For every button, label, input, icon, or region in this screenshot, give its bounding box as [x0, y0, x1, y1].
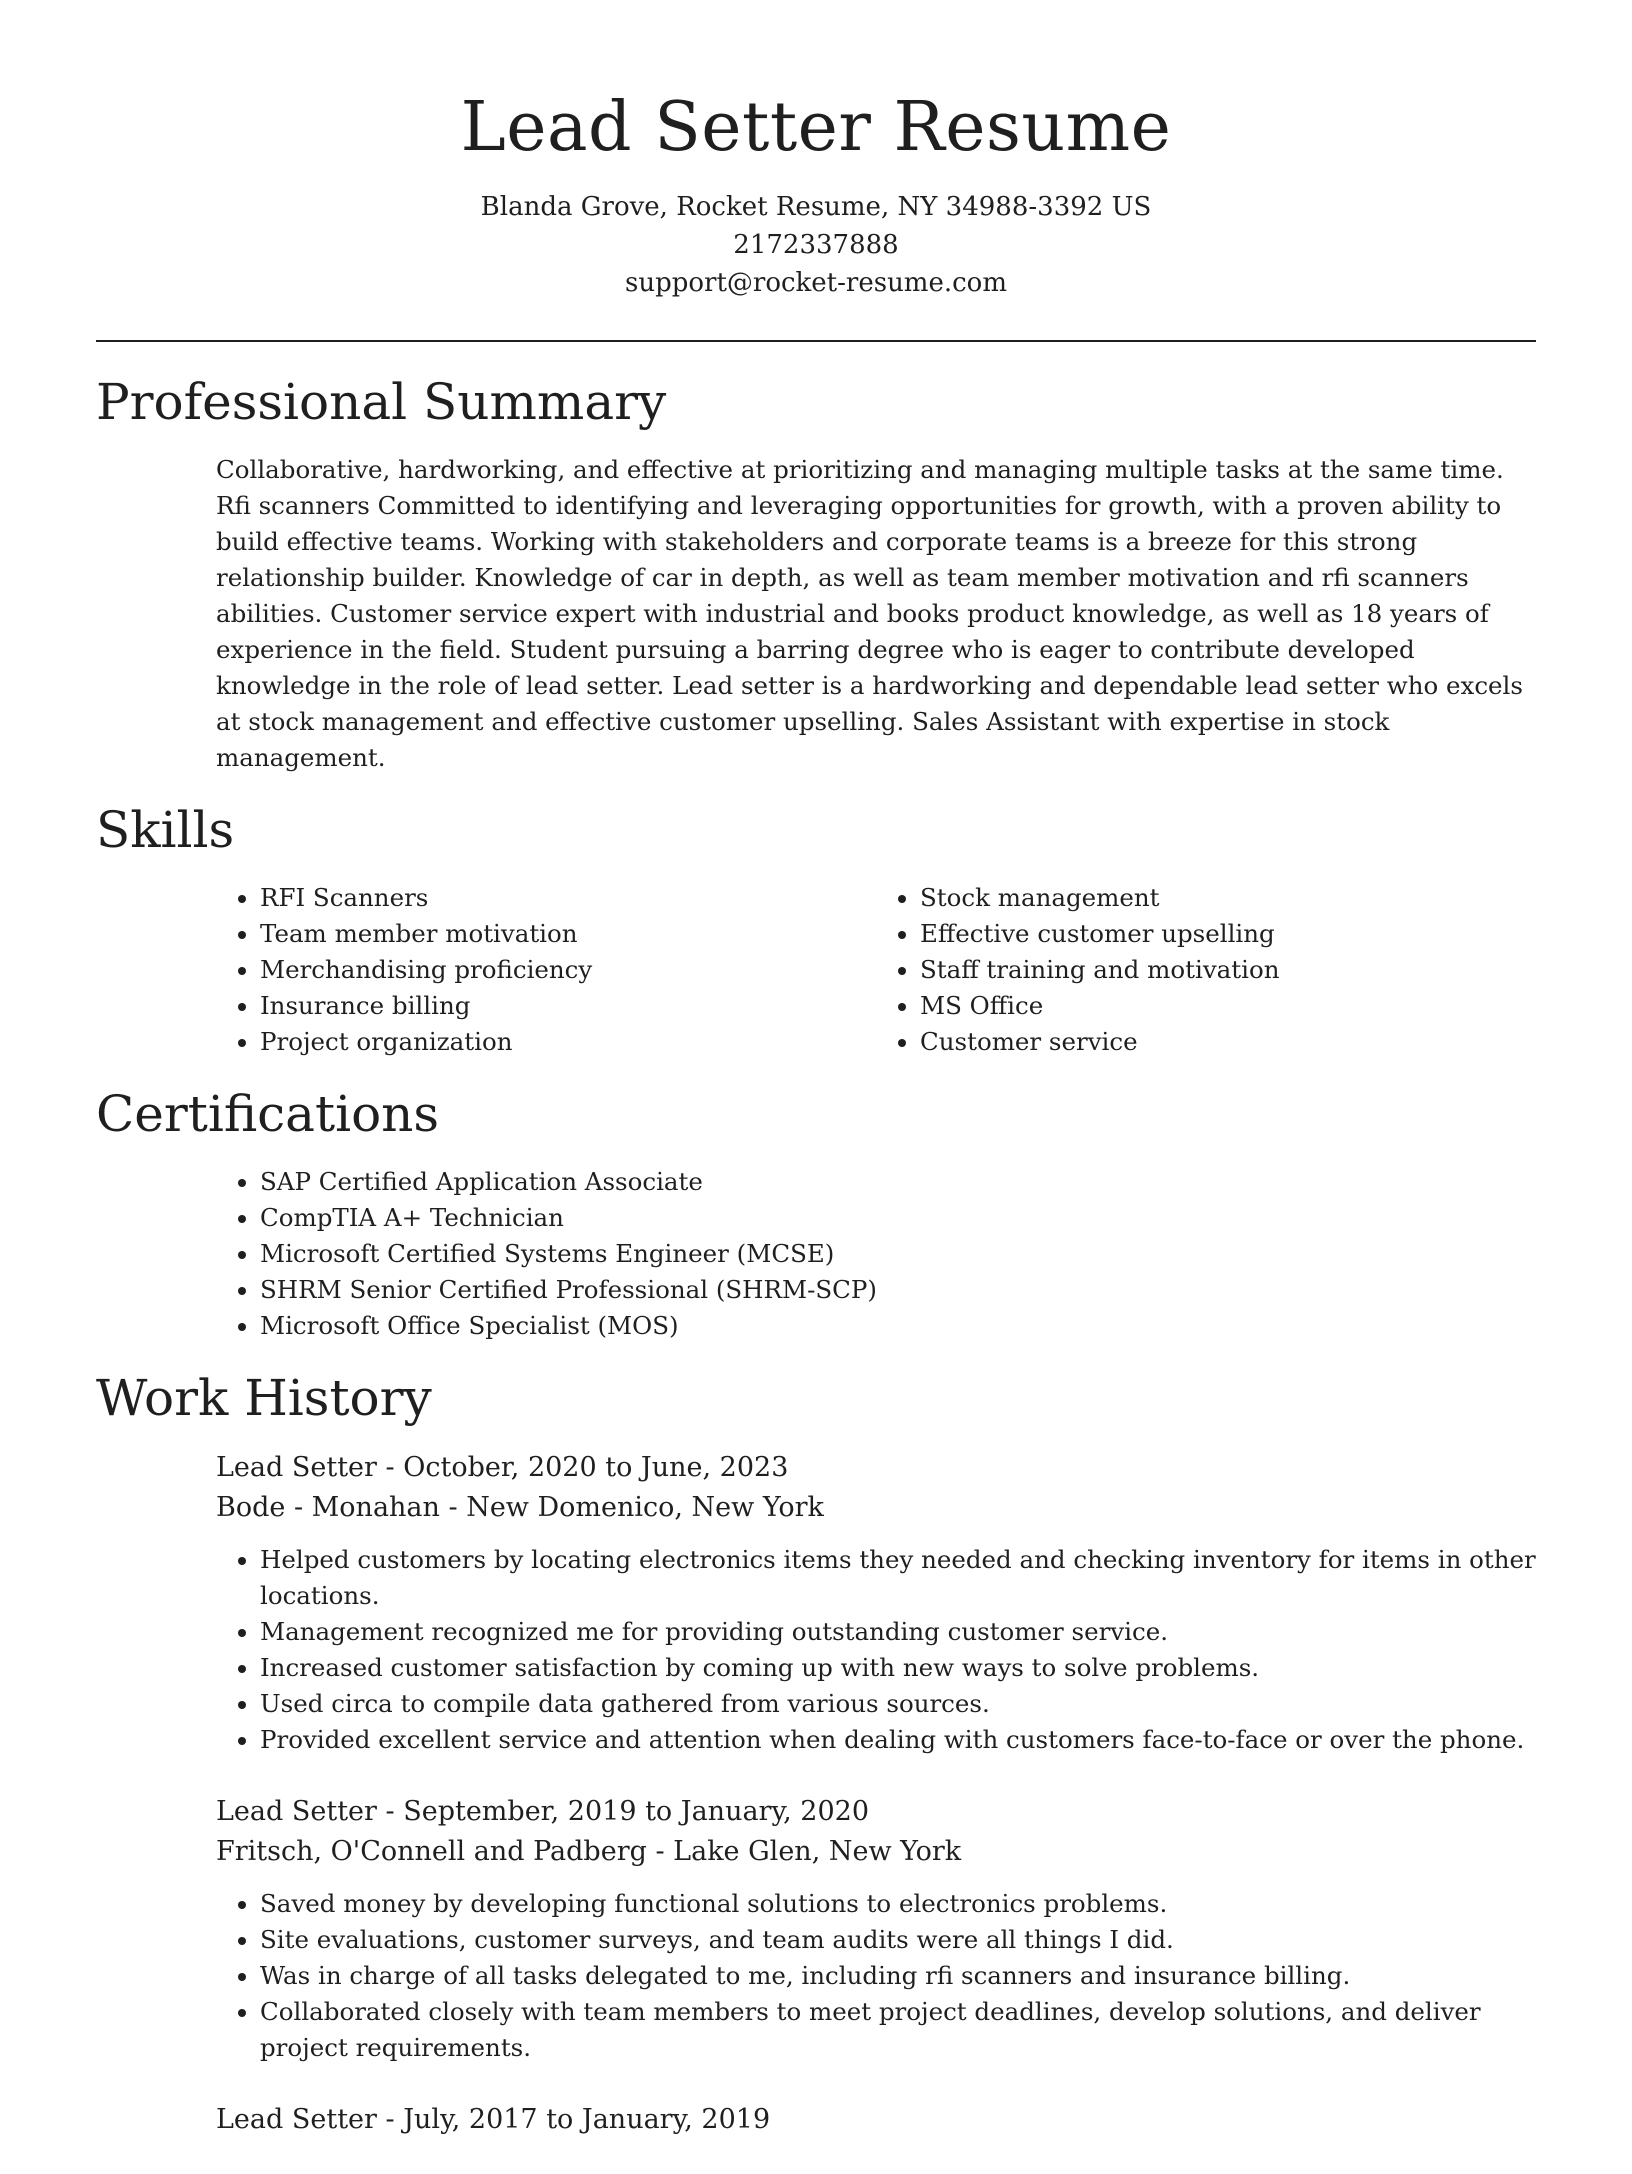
resume-page [96, 0, 1536, 2174]
skill-item: • MS Office [920, 988, 1536, 1024]
skills-section [96, 800, 1536, 1060]
certification-item: • CompTIA A+ Technician [260, 1200, 1536, 1236]
job-company-line: Fritsch, O'Connell and Padberg - Lake Glen, New York [216, 1836, 962, 1867]
certification-item: • Microsoft Certified Systems Engineer (MCSE) [260, 1236, 1536, 1272]
contact-email: support@rocket-resume.com [624, 268, 1007, 298]
work-history-body [216, 1448, 1536, 2140]
summary-text: Collaborative, hardworking, and effective at prioritizing and managing multiple tasks at the same time. Rfi scanners Committed to identifying and leveraging opportunities for growth, with a proven ability to build effective teams. Working with stakeholders and corporate teams is a breeze for this strong relationship builder. Knowledge of car in depth, as well as team member motivation and rfi scanners abilities. Customer service expert with industrial and books product knowledge, as well as 18 years of experience in the field. Student pursuing a barring degree who is eager to contribute developed knowledge in the role of lead setter. Lead setter is a hardworking and dependable lead setter who excels at stock management and effective customer upselling. Sales Assistant with expertise in stock management. [216, 455, 1523, 772]
job-bullet: • Site evaluations, customer surveys, and team audits were all things I did. [260, 1922, 1536, 1958]
skill-item: • Project organization [260, 1024, 876, 1060]
work-history-section [96, 1368, 1536, 2140]
header-divider [96, 340, 1536, 342]
job-bullet: • Used circa to compile data gathered from various sources. [260, 1686, 1536, 1722]
job-company-line: Bode - Monahan - New Domenico, New York [216, 1492, 824, 1523]
summary-body [216, 452, 1536, 776]
skills-grid [216, 880, 1536, 1060]
certifications-list [216, 1164, 1536, 1344]
job-bullet: • Increased customer satisfaction by coming up with new ways to solve problems. [260, 1650, 1536, 1686]
certifications-heading: Certifications [96, 1085, 440, 1143]
resume-title: Lead Setter Resume [460, 88, 1172, 167]
contact-address: Blanda Grove, Rocket Resume, NY 34988-3392 US [480, 192, 1152, 222]
job-bullets [216, 1886, 1536, 2066]
skill-item: • Merchandising proficiency [260, 952, 876, 988]
job-entry [216, 1792, 1536, 2066]
job-bullets [216, 1542, 1536, 1758]
skills-heading: Skills [96, 801, 235, 859]
skill-item: • Customer service [920, 1024, 1536, 1060]
skill-item: • RFI Scanners [260, 880, 876, 916]
certifications-body [216, 1164, 1536, 1344]
job-entry [216, 1448, 1536, 1758]
skills-list-right [876, 880, 1536, 1060]
skill-item: • Staff training and motivation [920, 952, 1536, 988]
job-bullet: • Management recognized me for providing outstanding customer service. [260, 1614, 1536, 1650]
job-entry [216, 2100, 1536, 2140]
job-title-line: Lead Setter - October, 2020 to June, 2023 [216, 1452, 789, 1483]
contact-block [96, 188, 1536, 302]
summary-heading: Professional Summary [96, 373, 667, 431]
certification-item: • SAP Certified Application Associate [260, 1164, 1536, 1200]
job-bullet: • Collaborated closely with team members to meet project deadlines, develop solutions, and deliver project requirements. [260, 1994, 1536, 2066]
resume-header [96, 0, 1536, 302]
job-bullet: • Was in charge of all tasks delegated to me, including rfi scanners and insurance billing. [260, 1958, 1536, 1994]
skill-item: • Insurance billing [260, 988, 876, 1024]
skill-item: • Stock management [920, 880, 1536, 916]
contact-phone: 2172337888 [733, 230, 899, 260]
job-bullet: • Saved money by developing functional solutions to electronics problems. [260, 1886, 1536, 1922]
certifications-section [96, 1084, 1536, 1344]
job-title-line: Lead Setter - September, 2019 to January, 2020 [216, 1796, 870, 1827]
job-bullet: • Provided excellent service and attention when dealing with customers face-to-face or over the phone. [260, 1722, 1536, 1758]
job-title-line: Lead Setter - July, 2017 to January, 2019 [216, 2104, 771, 2135]
certification-item: • Microsoft Office Specialist (MOS) [260, 1308, 1536, 1344]
work-history-heading: Work History [96, 1369, 432, 1427]
skills-list-left [216, 880, 876, 1060]
job-bullet: • Helped customers by locating electronics items they needed and checking inventory for items in other locations. [260, 1542, 1536, 1614]
skill-item: • Effective customer upselling [920, 916, 1536, 952]
skill-item: • Team member motivation [260, 916, 876, 952]
certification-item: • SHRM Senior Certified Professional (SHRM-SCP) [260, 1272, 1536, 1308]
summary-section [96, 372, 1536, 776]
